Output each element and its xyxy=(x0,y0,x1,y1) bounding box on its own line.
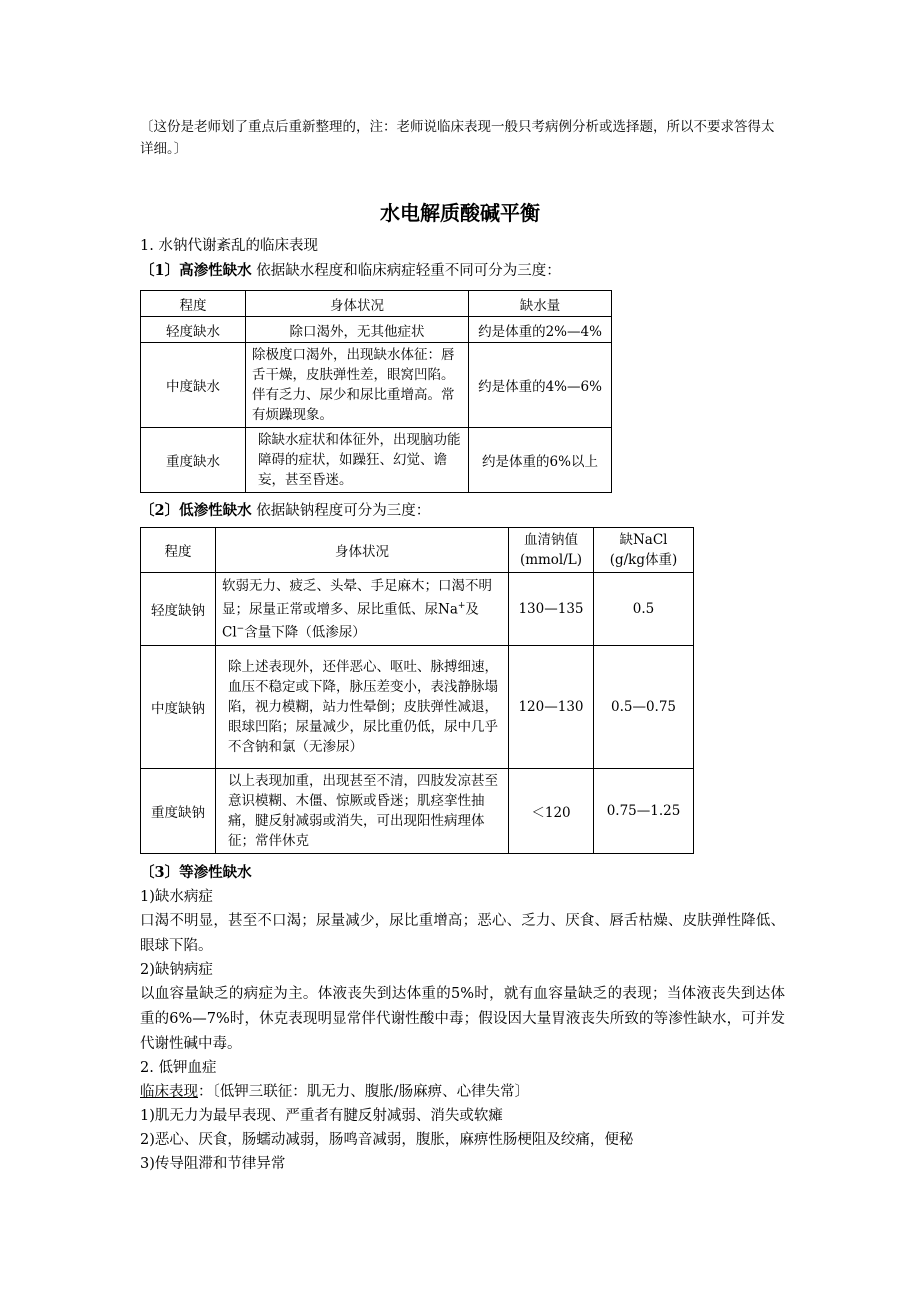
clinical-desc: ：〔低钾三联征：肌无力、腹胀/肠麻痹、心律失常〕 xyxy=(198,1084,530,1100)
header-nacl-label: 缺NaCl xyxy=(619,532,668,548)
table-cell: 以上表现加重，出现甚至不清，四肢发凉甚至意识模糊、木僵、惊厥或昏迷；肌痉挛性抽痛，腱反射减弱或消失，可出现阳性病理体征；常伴休克 xyxy=(216,769,509,854)
table-cell: 约是体重的4%—6% xyxy=(469,343,612,428)
superscript: − xyxy=(236,624,245,634)
section-heading-2: 2. 低钾血症 xyxy=(140,1060,217,1076)
table-cell: 轻度缺钠 xyxy=(141,573,216,646)
table-cell: 轻度缺水 xyxy=(141,317,246,343)
table-row xyxy=(141,317,612,343)
table-cell: 重度缺水 xyxy=(141,428,246,493)
table-cell: ＜120 xyxy=(509,769,594,854)
page-title: 水电解质酸碱平衡 xyxy=(380,201,540,225)
table-hypotonic xyxy=(140,527,694,854)
table-cell: 重度缺钠 xyxy=(141,769,216,854)
iso-sodium-text: 以血容量缺乏的病症为主。体液丧失到达体重的5%时，就有血容量缺乏的表现；当体液丧失到达体重的6%—7%时，休克表现明显常伴代谢性酸中毒；假设因大量胃液丧失所致的等渗性缺水，可并发代谢性碱中毒。 xyxy=(140,986,785,1052)
hypo-name: 低渗性缺水 xyxy=(179,502,252,519)
k-item-2: 2)恶心、厌食，肠蠕动减弱，肠鸣音减弱，腹胀，麻痹性肠梗阻及绞痛，便秘 xyxy=(140,1132,634,1148)
hypo-heading xyxy=(140,499,430,523)
table-cell: 0.5 xyxy=(594,573,694,646)
table-row xyxy=(141,343,612,428)
table-row xyxy=(141,573,694,646)
cell-text: 含量下降（低渗尿） xyxy=(244,624,366,641)
header-note: 〔这份是老师划了重点后重新整理的，注：老师说临床表现一般只考病例分析或选择题，所以不要求答得太详细。〕 xyxy=(140,119,775,157)
table-header-row xyxy=(141,528,694,573)
hypo-prefix: 〔2〕 xyxy=(140,502,180,519)
table-row xyxy=(141,769,694,854)
clinical-label: 临床表现 xyxy=(140,1084,198,1100)
table-header-row xyxy=(141,291,612,317)
table-cell xyxy=(216,573,509,646)
iso-sodium-heading: 2)缺钠病症 xyxy=(140,962,213,978)
hyper-name: 高渗性缺水 xyxy=(179,262,252,279)
hyper-heading xyxy=(140,259,561,283)
iso-water-text: 口渴不明显，甚至不口渴；尿量减少，尿比重增高；恶心、乏力、厌食、唇舌枯燥、皮肤弹性降低、眼球下陷。 xyxy=(140,913,785,954)
table-cell: 130—135 xyxy=(509,573,594,646)
table-header-cell: 程度 xyxy=(141,528,216,573)
cell-text: 及Cl xyxy=(222,601,479,641)
table-row xyxy=(141,428,612,493)
table-cell: 0.5—0.75 xyxy=(594,646,694,769)
iso-heading: 〔3〕等渗性缺水 xyxy=(140,864,252,881)
section-heading-1: 1. 水钠代谢紊乱的临床表现 xyxy=(140,238,318,254)
iso-water-heading: 1)缺水病症 xyxy=(140,889,213,905)
hypo-desc: 依据缺钠程度可分为三度： xyxy=(251,503,431,519)
table-cell: 约是体重的6%以上 xyxy=(469,428,612,493)
table-cell: 约是体重的2%—4% xyxy=(469,317,612,343)
hyper-desc: 依据缺水程度和临床病症轻重不同可分为三度： xyxy=(251,263,561,279)
table-header-cell xyxy=(509,528,594,573)
table-cell: 除极度口渴外，出现缺水体征：唇舌干燥，皮肤弹性差，眼窝凹陷。伴有乏力、尿少和尿比重增高。常有烦躁现象。 xyxy=(246,343,469,428)
clinical-line xyxy=(140,1080,529,1104)
table-header-cell: 身体状况 xyxy=(246,291,469,317)
table-cell: 除口渴外，无其他症状 xyxy=(246,317,469,343)
table-hypertonic xyxy=(140,290,612,493)
k-item-1: 1)肌无力为最早表现、严重者有腱反射减弱、消失或软瘫 xyxy=(140,1108,503,1124)
k-item-3: 3)传导阻滞和节律异常 xyxy=(140,1156,286,1172)
table-cell: 0.75—1.25 xyxy=(594,769,694,854)
hyper-prefix: 〔1〕 xyxy=(140,262,180,279)
superscript: + xyxy=(457,600,466,611)
header-nacl-unit: (g/kg体重) xyxy=(609,552,678,568)
cell-text: Na xyxy=(438,601,458,617)
cell-text: 软弱无力、疲乏、头晕、手足麻木；口渴不明显；尿量正常或增多、尿比重低、尿 xyxy=(222,577,492,617)
table-header-cell: 身体状况 xyxy=(216,528,509,573)
table-cell: 除缺水症状和体征外，出现脑功能障碍的症状，如躁狂、幻觉、谵妄，甚至昏迷。 xyxy=(246,428,469,493)
table-header-cell: 缺水量 xyxy=(469,291,612,317)
table-cell: 120—130 xyxy=(509,646,594,769)
table-cell: 除上述表现外，还伴恶心、呕吐、脉搏细速，血压不稳定或下降，脉压差变小，表浅静脉塌陷，视力模糊，站力性晕倒；皮肤弹性减退，眼球凹陷；尿量减少，尿比重仍低，尿中几乎不含钠和氯（无渗尿） xyxy=(216,646,509,769)
table-header-cell xyxy=(594,528,694,573)
table-cell: 中度缺钠 xyxy=(141,646,216,769)
header-sodium-unit: (mmol/L) xyxy=(519,552,583,568)
table-cell: 中度缺水 xyxy=(141,343,246,428)
table-header-cell: 程度 xyxy=(141,291,246,317)
table-row xyxy=(141,646,694,769)
header-sodium-label: 血清钠值 xyxy=(524,532,578,548)
